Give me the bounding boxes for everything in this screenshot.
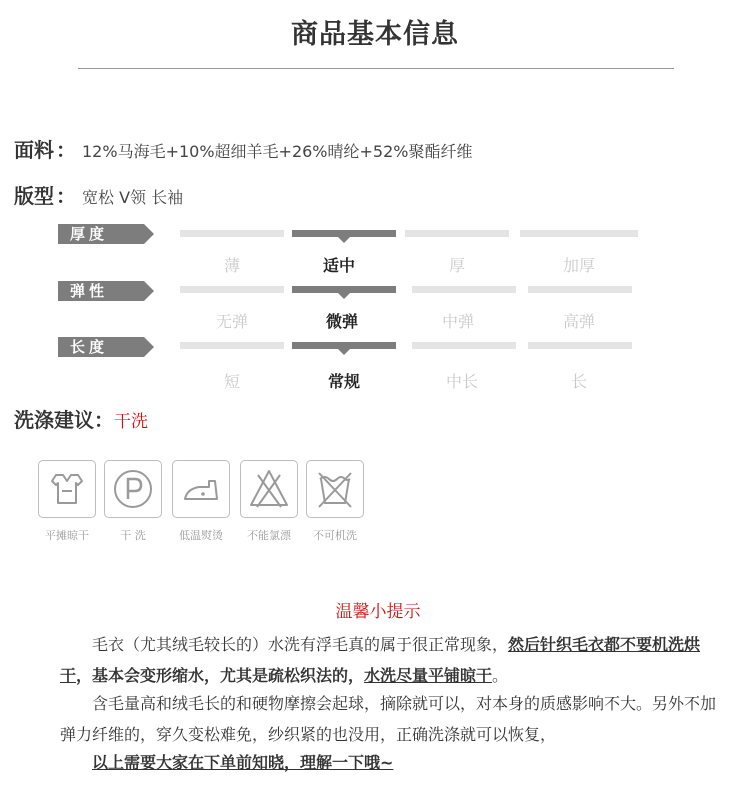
thickness-bar-4 xyxy=(520,230,638,237)
washing-colon: ： xyxy=(94,408,114,432)
thickness-tag: 厚度 xyxy=(58,224,144,244)
thickness-option-selected: 适中 xyxy=(322,256,355,275)
fit-row xyxy=(14,180,183,209)
no-bleach-icon xyxy=(240,460,298,518)
length-tag: 长度 xyxy=(58,337,144,357)
tips-text: 毛衣（尤其绒毛较长的）水洗有浮毛真的属于很正常现象， xyxy=(92,635,509,654)
low-temp-iron-icon xyxy=(172,460,230,518)
length-bar-2 xyxy=(292,342,396,349)
washing-value: 干洗 xyxy=(114,412,148,432)
tips-paragraph-3 xyxy=(60,747,720,778)
thickness-option: 加厚 xyxy=(562,256,595,275)
elasticity-bar-2 xyxy=(292,286,396,293)
fabric-label: 面料 xyxy=(14,138,54,162)
length-option: 长 xyxy=(570,372,587,391)
care-label: 不可机洗 xyxy=(313,529,357,542)
washing-row xyxy=(14,404,148,433)
tips-emphasis: ，基本会变形缩水，尤其是疏松织法的， xyxy=(76,666,365,685)
thickness-bar-2 xyxy=(292,230,396,237)
length-bar-3 xyxy=(412,342,516,349)
thickness-option: 厚 xyxy=(448,256,465,275)
no-machine-wash-icon xyxy=(306,460,364,518)
fabric-row xyxy=(14,134,472,163)
length-option: 中长 xyxy=(445,372,478,391)
fabric-colon: ： xyxy=(56,138,76,162)
elasticity-option-selected: 微弹 xyxy=(325,312,358,331)
thickness-bar-1 xyxy=(180,230,284,237)
elasticity-tag: 弹性 xyxy=(58,281,144,301)
tips-emphasis: 然后针织毛衣都不 xyxy=(508,635,637,654)
care-label: 平摊晾干 xyxy=(45,529,89,542)
thickness-option: 薄 xyxy=(223,256,240,275)
tips-emphasis: 水洗尽量平铺晾干 xyxy=(364,666,493,685)
elasticity-bar-1 xyxy=(180,286,284,293)
care-label: 干 洗 xyxy=(120,529,146,542)
fit-label: 版型 xyxy=(14,184,54,208)
tips-paragraph-1 xyxy=(60,629,720,691)
flat-dry-icon xyxy=(38,460,96,518)
page-title: 商品基本信息 xyxy=(291,19,459,50)
elasticity-bar-3 xyxy=(412,286,516,293)
dry-clean-p-icon xyxy=(104,460,162,518)
fabric-value: 12%马海毛+10%超细羊毛+26%晴纶+52%聚酯纤维 xyxy=(82,142,473,161)
length-option: 短 xyxy=(223,372,240,391)
thickness-bar-3 xyxy=(405,230,509,237)
tips-text: 。 xyxy=(492,666,509,685)
elasticity-option: 高弹 xyxy=(562,312,595,331)
tips-paragraph-2: 含毛量高和绒毛长的和硬物摩擦会起球，摘除就可以，对本身的质感影响不大。另外不加弹力纤维的，穿久变松难免，纱织紧的也没用，正确洗涤就可以恢复， xyxy=(60,694,717,744)
elasticity-bar-4 xyxy=(528,286,632,293)
length-bar-4 xyxy=(528,342,632,349)
tips-emphasis: 以上需要大家在下单前知晓，理解一下哦~ xyxy=(92,753,394,772)
fit-value: 宽松 V领 长袖 xyxy=(82,188,184,207)
care-label: 低温熨烫 xyxy=(179,529,223,542)
tips-emphasis: 要机洗烘干 xyxy=(60,635,701,685)
fit-colon: ： xyxy=(56,184,76,208)
elasticity-option: 无弹 xyxy=(215,312,248,331)
washing-label: 洗涤建议 xyxy=(14,408,94,432)
title-divider xyxy=(78,68,674,69)
care-label: 不能氯漂 xyxy=(247,529,291,542)
elasticity-option: 中弹 xyxy=(441,312,474,331)
length-option-selected: 常规 xyxy=(327,372,360,391)
length-bar-1 xyxy=(180,342,284,349)
tips-title: 温馨小提示 xyxy=(335,602,421,622)
